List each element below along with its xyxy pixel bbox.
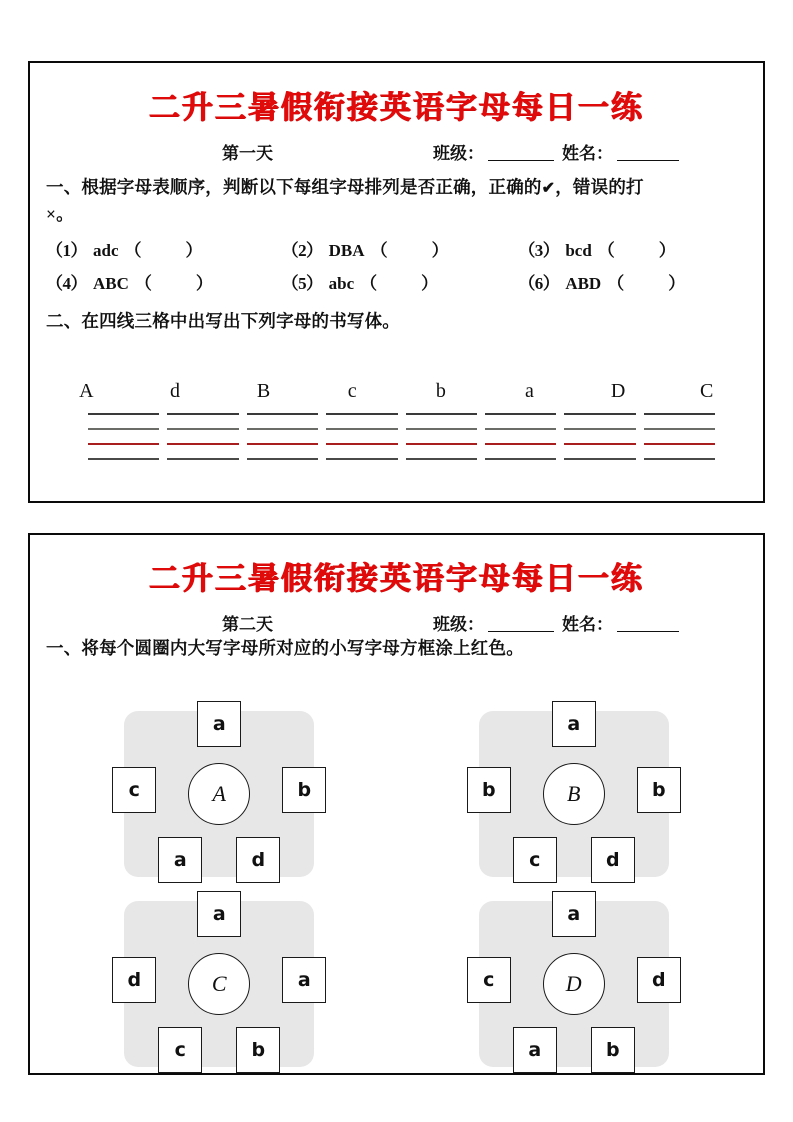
judgement-item-2[interactable]: （2） DBA （ ） <box>281 241 449 261</box>
panel-1-box-bottom-right[interactable]: d <box>236 837 280 883</box>
grid-line-bottom <box>247 458 318 460</box>
judgement-item-2-word: DBA <box>328 241 365 261</box>
judgement-item-6[interactable]: （6） ABD （ ） <box>518 274 686 294</box>
letter-match-panel-4 <box>479 901 669 1067</box>
panel-1-box-left[interactable]: c <box>112 767 156 813</box>
grid-line-second <box>326 428 397 430</box>
class-blank-two[interactable] <box>488 631 554 632</box>
grid-line-second <box>247 428 318 430</box>
four-line-grid-4[interactable] <box>326 413 397 461</box>
name-field-one <box>562 139 681 164</box>
letter-match-panel-3 <box>124 901 314 1067</box>
grid-line-bottom <box>88 458 159 460</box>
grid-line-top <box>644 413 715 415</box>
page-title-day-one: 二升三暑假衔接英语字母每日一练 <box>149 90 644 125</box>
four-line-grid-5[interactable] <box>406 413 477 461</box>
class-label-one: 班级： <box>433 143 484 163</box>
panel-3-center-circle: C <box>188 953 250 1015</box>
grid-line-bottom <box>485 458 556 460</box>
grid-line-red-baseline <box>564 443 635 445</box>
question-two-heading: 二、在四线三格中出写出下列字母的书写体。 <box>46 311 400 332</box>
panel-3-box-left[interactable]: d <box>112 957 156 1003</box>
panel-3-box-top[interactable]: a <box>197 891 241 937</box>
grid-line-top <box>247 413 318 415</box>
grid-line-top <box>88 413 159 415</box>
judgement-item-4-word: ABC <box>93 274 129 294</box>
grid-line-second <box>167 428 238 430</box>
question-one-heading-part2: ，错误的打 <box>555 176 644 197</box>
worksheet-card-day-one <box>28 61 765 503</box>
grid-line-second <box>485 428 556 430</box>
judgement-item-3-word: bcd <box>565 241 592 261</box>
judgement-item-1-word: adc <box>93 241 119 261</box>
writing-letter-3: B <box>256 380 271 402</box>
grid-line-bottom <box>167 458 238 460</box>
name-label-two: 姓名： <box>562 614 613 634</box>
meta-row-day-one <box>42 139 751 164</box>
panel-4-center-circle: D <box>543 953 605 1015</box>
panel-4-box-right[interactable]: d <box>637 957 681 1003</box>
day-label-two: 第二天 <box>222 614 273 634</box>
grid-line-bottom <box>326 458 397 460</box>
question-one-heading-part1: 一、根据字母表顺序，判断以下每组字母排列是否正确，正确的 <box>46 176 542 197</box>
letter-match-panel-2 <box>479 711 669 877</box>
judgement-item-6-word: ABD <box>565 274 602 294</box>
writing-letter-1: A <box>79 380 94 402</box>
judgement-row-1 <box>42 236 751 261</box>
grid-line-bottom <box>406 458 477 460</box>
diagram-area <box>42 711 751 1067</box>
grid-line-top <box>485 413 556 415</box>
grid-line-red-baseline <box>167 443 238 445</box>
grid-line-red-baseline <box>88 443 159 445</box>
grid-line-bottom <box>564 458 635 460</box>
letter-match-panel-1 <box>124 711 314 877</box>
four-line-grid-6[interactable] <box>485 413 556 461</box>
four-line-grid-8[interactable] <box>644 413 715 461</box>
panel-2-box-right[interactable]: b <box>637 767 681 813</box>
panel-3-box-right[interactable]: a <box>282 957 326 1003</box>
panel-1-box-top[interactable]: a <box>197 701 241 747</box>
question-one-heading-line2: ×。 <box>46 204 74 225</box>
day-two-question-one-heading: 一、将每个圆圈内大写字母所对应的小写字母方框涂上红色。 <box>46 637 524 658</box>
name-blank-one[interactable] <box>617 160 679 161</box>
judgement-item-1-number: （1） <box>46 241 87 261</box>
day-label-one: 第一天 <box>222 143 273 163</box>
check-mark-icon: ✔ <box>541 179 556 197</box>
diagram-grid <box>42 711 751 1067</box>
name-blank-two[interactable] <box>617 631 679 632</box>
panel-4-box-top[interactable]: a <box>552 891 596 937</box>
card-one-content <box>30 92 763 530</box>
four-line-grid-3[interactable] <box>247 413 318 461</box>
judgement-item-5-word: abc <box>328 274 355 294</box>
meta-row-day-two <box>42 610 751 635</box>
judgement-item-1[interactable]: （1） adc （ ） <box>46 241 203 261</box>
class-field-one <box>433 139 556 164</box>
name-field-two <box>562 610 681 635</box>
writing-letter-5: b <box>435 380 446 402</box>
judgement-item-5-number: （5） <box>281 274 323 294</box>
grid-line-top <box>564 413 635 415</box>
panel-2-box-bottom-left[interactable]: c <box>513 837 557 883</box>
grid-line-top <box>326 413 397 415</box>
grid-line-second <box>406 428 477 430</box>
grid-line-red-baseline <box>485 443 556 445</box>
writing-letter-8: C <box>700 380 714 402</box>
writing-grid-letter-row <box>42 380 751 403</box>
grid-line-second <box>644 428 715 430</box>
judgement-item-4-number: （4） <box>46 274 87 294</box>
panel-2-box-bottom-right[interactable]: d <box>591 837 635 883</box>
panel-2-center-circle: B <box>543 763 605 825</box>
grid-line-red-baseline <box>247 443 318 445</box>
panel-2-box-left[interactable]: b <box>467 767 511 813</box>
judgement-item-3-number: （3） <box>518 241 560 261</box>
grid-line-second <box>564 428 635 430</box>
writing-letter-7: D <box>610 380 626 402</box>
grid-line-second <box>88 428 159 430</box>
four-line-grid-1[interactable] <box>88 413 159 461</box>
card-two-content <box>30 563 763 1101</box>
panel-1-box-right[interactable]: b <box>282 767 326 813</box>
panel-4-box-bottom-left[interactable]: a <box>513 1027 557 1073</box>
grid-line-red-baseline <box>406 443 477 445</box>
worksheet-card-day-two <box>28 533 765 1075</box>
class-blank-one[interactable] <box>488 160 554 161</box>
page-title-day-two: 二升三暑假衔接英语字母每日一练 <box>149 561 644 596</box>
panel-2-box-top[interactable]: a <box>552 701 596 747</box>
grid-line-red-baseline <box>326 443 397 445</box>
grid-line-red-baseline <box>644 443 715 445</box>
writing-letter-2: d <box>169 380 180 402</box>
judgement-item-2-number: （2） <box>281 241 323 261</box>
class-field-two <box>433 610 556 635</box>
panel-4-box-bottom-right[interactable]: b <box>591 1027 635 1073</box>
four-line-grid-2[interactable] <box>167 413 238 461</box>
question-one-heading <box>42 174 751 202</box>
name-label-one: 姓名： <box>562 143 613 163</box>
judgement-item-4[interactable]: （4） ABC （ ） <box>46 274 213 294</box>
panel-4-box-left[interactable]: c <box>467 957 511 1003</box>
class-label-two: 班级： <box>433 614 484 634</box>
judgement-item-5[interactable]: （5） abc （ ） <box>281 274 439 294</box>
writing-letter-6: a <box>524 380 534 402</box>
panel-3-box-bottom-right[interactable]: b <box>236 1027 280 1073</box>
writing-letter-4: c <box>347 380 357 402</box>
judgement-row-2 <box>42 269 751 294</box>
panel-1-box-bottom-left[interactable]: a <box>158 837 202 883</box>
judgement-item-3[interactable]: （3） bcd （ ） <box>518 241 676 261</box>
grid-line-top <box>167 413 238 415</box>
four-line-grid-7[interactable] <box>564 413 635 461</box>
grid-line-top <box>406 413 477 415</box>
writing-grid-row <box>88 413 715 461</box>
panel-3-box-bottom-left[interactable]: c <box>158 1027 202 1073</box>
grid-line-bottom <box>644 458 715 460</box>
judgement-item-6-number: （6） <box>518 274 560 294</box>
panel-1-center-circle: A <box>188 763 250 825</box>
